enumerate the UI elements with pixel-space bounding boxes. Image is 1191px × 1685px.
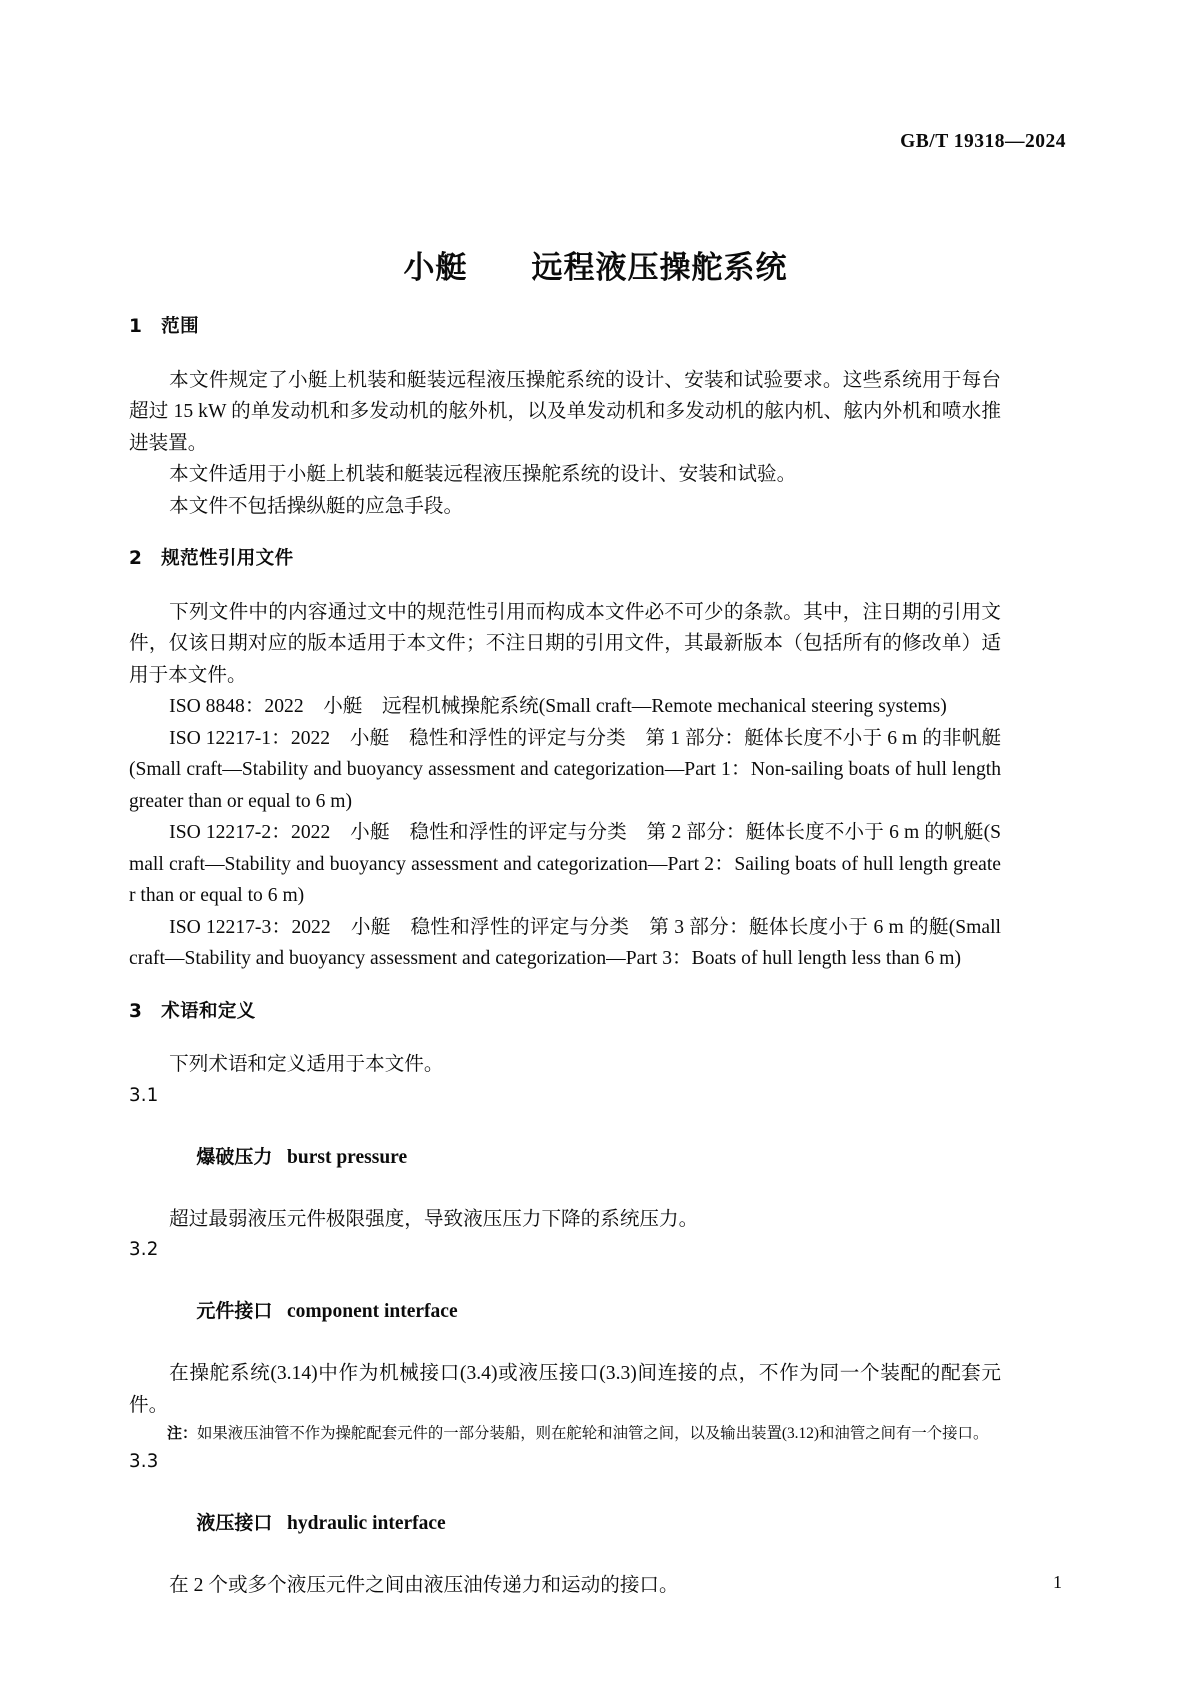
term-chinese-3-3: 液压接口 [196, 1511, 273, 1534]
normative-reference-item: ISO 8848：2022 小艇 远程机械操舵系统(Small craft—Remote mechanical steering systems) [169, 696, 947, 717]
note-label: 注： [167, 1424, 198, 1442]
term-number-3-3: 3.3 [129, 1450, 159, 1472]
clause-heading-3: 3 术语和定义 [129, 1000, 256, 1022]
term-definition-3-1: 超过最弱液压元件极限强度，导致液压压力下降的系统压力。 [169, 1208, 699, 1230]
term-spacer [272, 1513, 287, 1534]
term-number-3-1: 3.1 [129, 1084, 159, 1106]
clause-1-paragraph-3: 本文件不包括操纵艇的应急手段。 [169, 495, 464, 517]
clause-heading-2: 2 规范性引用文件 [129, 548, 294, 569]
term-definition-3-3: 在 2 个或多个液压元件之间由液压油传递力和运动的接口。 [169, 1574, 679, 1596]
term-entry-3-1 [129, 1111, 1001, 1204]
normative-reference-item: ISO 12217-1：2022 小艇 稳性和浮性的评定与分类 第 1 部分：艇体长度不小于 6 m 的非帆艇(Small craft—Stability and buoyancy assessment and categorization—Part 1：Non-sailing boats of hull length greater than or equal to 6 m) [129, 727, 1001, 812]
term-spacer [272, 1301, 287, 1322]
term-note-3-2 [129, 1421, 1001, 1447]
term-definition-3-2: 在操舵系统(3.14)中作为机械接口(3.4)或液压接口(3.3)间连接的点，不作为同一个装配的配套元件。 [129, 1363, 1001, 1416]
clause-3-paragraph-1: 下列术语和定义适用于本文件。 [169, 1054, 444, 1075]
page-title: 小艇 远程液压操舵系统 [403, 249, 788, 286]
normative-reference-item: ISO 12217-3：2022 小艇 稳性和浮性的评定与分类 第 3 部分：艇体长度小于 6 m 的艇(Small craft—Stability and buoyancy assessment and categorization—Part 3：Boats of hull length less than 6 m) [129, 916, 1001, 969]
page-number: 1 [1053, 1572, 1062, 1592]
term-chinese-3-1: 爆破压力 [196, 1145, 273, 1168]
term-spacer [272, 1147, 287, 1168]
clause-1-paragraph-1: 本文件规定了小艇上机装和艇装远程液压操舵系统的设计、安装和试验要求。这些系统用于每台超过 15 kW 的单发动机和多发动机的舷外机，以及单发动机和多发动机的舷内机、舷内外机和喷水推进装置。 [129, 369, 1001, 454]
term-english-3-2: component interface [287, 1301, 458, 1322]
note-text: 如果液压油管不作为操舵配套元件的一部分装船，则在舵轮和油管之间，以及输出装置(3.12)和油管之间有一个接口。 [197, 1425, 989, 1442]
term-chinese-3-2: 元件接口 [196, 1300, 273, 1322]
term-entry-3-2 [129, 1265, 1001, 1358]
clause-1-paragraph-2: 本文件适用于小艇上机装和艇装远程液压操舵系统的设计、安装和试验。 [169, 464, 797, 485]
term-english-3-3: hydraulic interface [287, 1512, 446, 1534]
term-english-3-1: burst pressure [287, 1146, 408, 1168]
normative-reference-item: ISO 12217-2：2022 小艇 稳性和浮性的评定与分类 第 2 部分：艇体长度不小于 6 m 的帆艇(Small craft—Stability and buoyancy assessment and categorization—Part 2：Sailing boats of hull length greater than or equal to 6 m) [129, 822, 1001, 906]
clause-2-paragraph-1: 下列文件中的内容通过文中的规范性引用而构成本文件必不可少的条款。其中，注日期的引用文件，仅该日期对应的版本适用于本文件；不注日期的引用文件，其最新版本（包括所有的修改单）适用于本文件。 [129, 601, 1001, 686]
document-body [129, 318, 1001, 1601]
term-entry-3-3 [129, 1477, 1001, 1570]
clause-heading-1: 1 范围 [129, 316, 199, 337]
term-number-3-2: 3.2 [129, 1239, 159, 1260]
running-header-standard-number: GB/T 19318—2024 [900, 131, 1066, 152]
